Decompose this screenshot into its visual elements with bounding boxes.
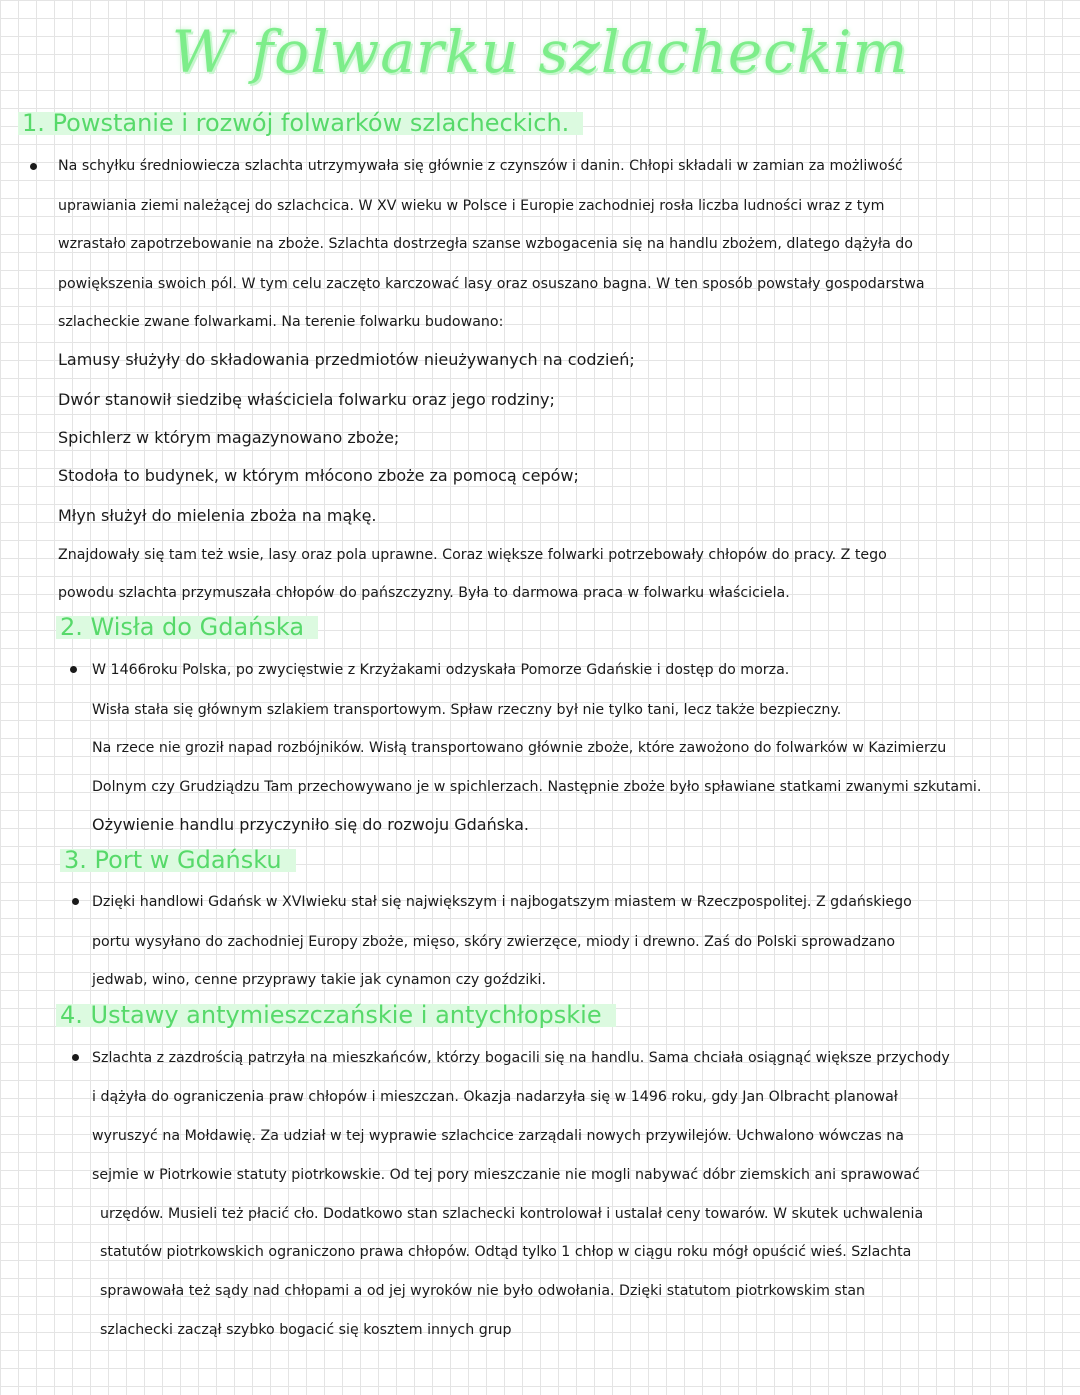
- text-line: szlacheckie zwane folwarkami. Na terenie folwarku budowano:: [58, 314, 504, 330]
- text-line: wyruszyć na Mołdawię. Za udział w tej wyprawie szlachcice zarządali nowych przywilejów. Uchwalono wówczas na: [92, 1128, 904, 1144]
- text-line: Znajdowały się tam też wsie, lasy oraz pola uprawne. Coraz większe folwarki potrzebowały chłopów do pracy. Z tego: [58, 547, 887, 563]
- text-line: statutów piotrkowskich ograniczono prawa chłopów. Odtąd tylko 1 chłop w ciągu roku mógł opuścić wieś. Szlachta: [100, 1244, 912, 1260]
- text-line: Dolnym czy Grudziądzu Tam przechowywano je w spichlerzach. Następnie zboże było spławiane statkami zwanymi szkutami.: [92, 779, 982, 795]
- bullet: [30, 163, 37, 170]
- page-title: W folwarku szlacheckim: [171, 18, 909, 86]
- section-1-heading: 1. Powstanie i rozwój folwarków szlacheckich.: [18, 108, 583, 138]
- text-line: Na rzece nie groził napad rozbójników. Wisłą transportowano głównie zboże, które zawożono do folwarków w Kazimierzu: [92, 740, 947, 756]
- text-line: Ożywienie handlu przyczyniło się do rozwoju Gdańska.: [92, 815, 529, 834]
- text-line: szlachecki zaczął szybko bogacić się kosztem innych grup: [100, 1322, 512, 1338]
- text-line: Wisła stała się głównym szlakiem transportowym. Spław rzeczny był nie tylko tani, lecz także bezpieczny.: [92, 702, 842, 718]
- text-line: urzędów. Musieli też płacić cło. Dodatkowo stan szlachecki kontrolował i ustalał ceny towarów. W skutek uchwalenia: [100, 1206, 924, 1222]
- bullet: [72, 1054, 79, 1061]
- section-3-heading: 3. Port w Gdańsku: [60, 845, 296, 875]
- text-line: jedwab, wino, cenne przyprawy takie jak cynamon czy goździki.: [92, 972, 546, 988]
- text-line: Młyn służył do mielenia zboża na mąkę.: [58, 506, 377, 525]
- text-line: W 1466roku Polska, po zwycięstwie z Krzyżakami odzyskała Pomorze Gdańskie i dostęp do morza.: [92, 662, 790, 678]
- text-line: portu wysyłano do zachodniej Europy zboże, mięso, skóry zwierzęce, miody i drewno. Zaś do Polski sprowadzano: [92, 934, 896, 950]
- text-line: Na schyłku średniowiecza szlachta utrzymywała się głównie z czynszów i danin. Chłopi składali w zamian za możliwość: [58, 158, 903, 174]
- section-2-heading: 2. Wisła do Gdańska: [56, 612, 318, 642]
- text-line: Lamusy służyły do składowania przedmiotów nieużywanych na codzień;: [58, 350, 635, 369]
- text-line: Spichlerz w którym magazynowano zboże;: [58, 428, 400, 447]
- text-line: Dwór stanowił siedzibę właściciela folwarku oraz jego rodziny;: [58, 390, 555, 409]
- text-line: Stodoła to budynek, w którym młócono zboże za pomocą cepów;: [58, 466, 579, 485]
- text-line: Szlachta z zazdrością patrzyła na mieszkańców, którzy bogacili się na handlu. Sama chciała osiągnąć większe przychody: [92, 1050, 950, 1066]
- text-line: wzrastało zapotrzebowanie na zboże. Szlachta dostrzegła szanse wzbogacenia się na handlu zbożem, dlatego dążyła do: [58, 236, 913, 252]
- text-line: Dzięki handlowi Gdańsk w XVIwieku stał się największym i najbogatszym miastem w Rzeczpospolitej. Z gdańskiego: [92, 894, 912, 910]
- bullet: [70, 666, 77, 673]
- text-line: sprawowała też sądy nad chłopami a od jej wyroków nie było odwołania. Dzięki statutom piotrkowskim stan: [100, 1283, 866, 1299]
- text-line: uprawiania ziemi należącej do szlachcica. W XV wieku w Polsce i Europie zachodniej rosła liczba ludności wraz z tym: [58, 198, 885, 214]
- text-line: sejmie w Piotrkowie statuty piotrkowskie. Od tej pory mieszczanie nie mogli nabywać dóbr ziemskich ani sprawować: [92, 1167, 920, 1183]
- bullet: [72, 898, 79, 905]
- text-line: powiększenia swoich pól. W tym celu zaczęto karczować lasy oraz osuszano bagna. W ten sposób powstały gospodarstwa: [58, 276, 925, 292]
- text-line: i dążyła do ograniczenia praw chłopów i mieszczan. Okazja nadarzyła się w 1496 roku, gdy Jan Olbracht planował: [92, 1089, 898, 1105]
- text-line: powodu szlachta przymuszała chłopów do pańszczyzny. Była to darmowa praca w folwarku właściciela.: [58, 585, 790, 601]
- section-4-heading: 4. Ustawy antymieszczańskie i antychłopskie: [56, 1000, 616, 1030]
